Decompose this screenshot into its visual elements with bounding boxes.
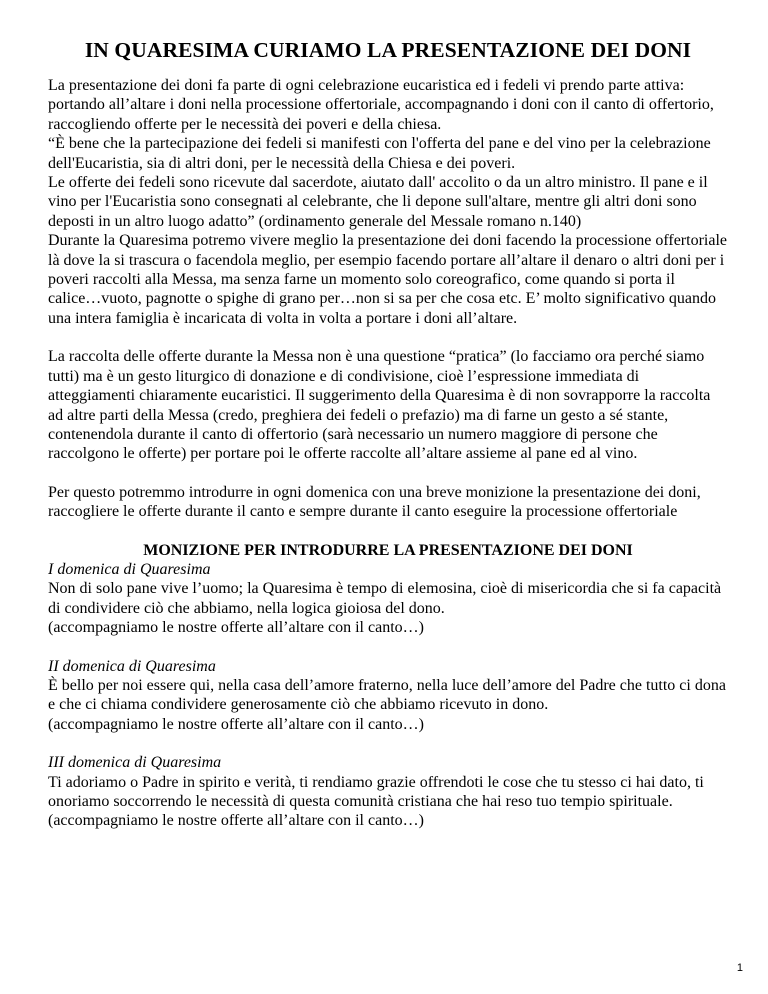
sunday-heading: I domenica di Quaresima bbox=[48, 560, 211, 578]
page-number: 1 bbox=[736, 962, 743, 974]
intro-paragraph-3: Le offerte dei fedeli sono ricevute dal sacerdote, aiutato dall' accolito o da un altro ministro. Il pane e il vino per l'Eucaristia sono consegnati al celebrante, che li depone sull'altare, mentre gli altri doni sono deposti in un altro luogo adatto” (ordinamento generale del Messale romano n.140) bbox=[48, 174, 708, 230]
sunday-closing: (accompagniamo le nostre offerte all’altare con il canto…) bbox=[48, 715, 424, 733]
section-subtitle: MONIZIONE PER INTRODURRE LA PRESENTAZIONE DEI DONI bbox=[143, 541, 633, 559]
offerings-paragraph: La raccolta delle offerte durante la Messa non è una questione “pratica” (lo facciamo ora perché siamo tutti) ma è un gesto liturgico di donazione e di condivisione, cioè l’espressione immediata di atteggiamenti chiaramente eucaristici. Il suggerimento della Quaresima è di non sovrapporre la raccolta ad altre parti della Messa (credo, preghiera dei fedeli o prefazio) ma di farne un gesto a sé stante, contenendola durante il canto di offertorio (sarà necessario un numero maggiore di persone che raccolgono le offerte) per portare poi le offerte raccolte all’altare assieme al pane ed al vino. bbox=[48, 348, 711, 463]
sunday-heading: III domenica di Quaresima bbox=[48, 754, 222, 772]
proposal-paragraph: Per questo potremmo introdurre in ogni domenica con una breve monizione la presentazione dei doni, raccogliere le offerte durante il canto e sempre durante il canto eseguire la processione offertoriale bbox=[48, 483, 701, 521]
sunday-text: È bello per noi essere qui, nella casa dell’amore fraterno, nella luce dell’amore del Padre che tutto ci dona e che ci chiama condividere generosamente ciò che abbiamo ricevuto in dono. bbox=[48, 676, 726, 714]
sunday-block-3 bbox=[48, 753, 728, 831]
document-page bbox=[48, 36, 728, 831]
sunday-heading: II domenica di Quaresima bbox=[48, 657, 216, 675]
intro-paragraph-1: La presentazione dei doni fa parte di ogni celebrazione eucaristica ed i fedeli vi prendo parte attiva: portando all’altare i doni nella processione offertoriale, accompagnando i doni con il canto di offertorio, raccogliendo offerte per le necessità dei poveri e della chiesa. bbox=[48, 77, 714, 133]
sunday-block-2 bbox=[48, 657, 728, 735]
intro-paragraph-2: “È bene che la partecipazione dei fedeli si manifesti con l'offerta del pane e del vino per la celebrazione dell'Eucaristia, sia di altri doni, per le necessità della Chiesa e dei poveri. bbox=[48, 135, 711, 172]
sunday-text: Non di solo pane vive l’uomo; la Quaresima è tempo di elemosina, cioè di misericordia che si fa capacità di condividere ciò che abbiamo, nella logica gioiosa del dono. bbox=[48, 580, 722, 617]
sunday-closing: (accompagniamo le nostre offerte all’altare con il canto…) bbox=[48, 619, 424, 637]
document-title: IN QUARESIMA CURIAMO LA PRESENTAZIONE DEI DONI bbox=[84, 38, 692, 62]
intro-paragraph-4: Durante la Quaresima potremo vivere meglio la presentazione dei doni facendo la processione offertoriale là dove la si trascura o facendola meglio, per esempio facendo portare all’altare il denaro o altri doni per i poveri raccolti alla Messa, ma senza farne un momento solo coreografico, come quando si porta il calice…vuoto, pagnotte o spighe di grano per…non si sa per che cosa etc. E’ molto significativo quando una intera famiglia è incaricata di volta in volta a portare i doni all’altare. bbox=[48, 232, 727, 327]
sunday-block-1 bbox=[48, 560, 728, 638]
sunday-text: Ti adoriamo o Padre in spirito e verità, ti rendiamo grazie offrendoti le cose che tu stesso ci hai dato, ti onoriamo soccorrendo le necessità di questa comunità cristiana che hai reso tuo tempio spirituale. (accompagniamo le nostre offerte all’altare con il canto…) bbox=[48, 773, 704, 830]
